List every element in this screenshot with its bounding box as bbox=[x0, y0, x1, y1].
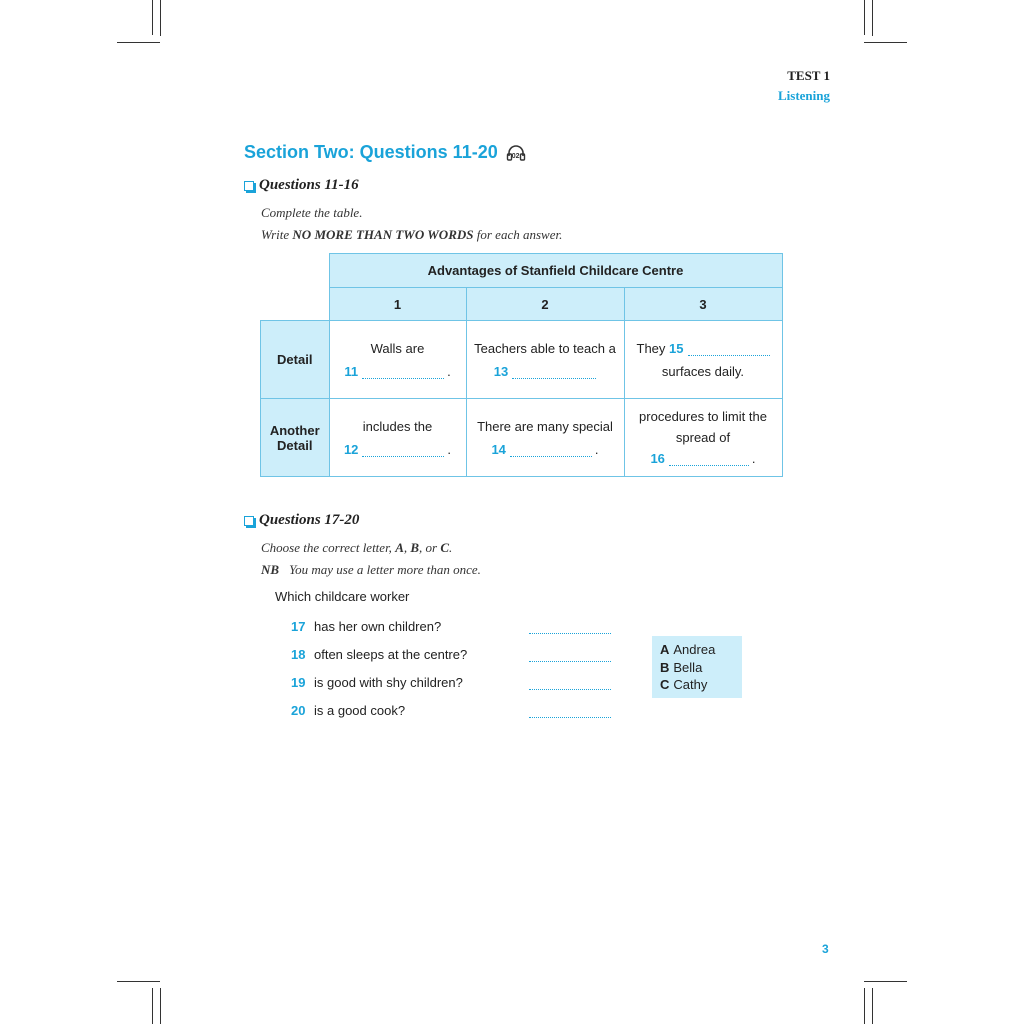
question-number: 15 bbox=[669, 340, 684, 356]
column-header: 1 bbox=[329, 288, 466, 321]
crop-mark bbox=[152, 0, 153, 35]
cell-punct: . bbox=[751, 451, 756, 466]
question-text: has her own children? bbox=[314, 619, 442, 634]
heading-text: Questions 11-16 bbox=[259, 177, 359, 193]
crop-mark bbox=[864, 42, 907, 43]
question-number: 11 bbox=[344, 363, 359, 379]
answer-line[interactable] bbox=[362, 378, 444, 379]
answer-blank[interactable] bbox=[625, 451, 782, 466]
table-cell bbox=[466, 321, 624, 399]
question-number: 12 bbox=[343, 441, 359, 457]
option-name: Cathy bbox=[673, 677, 708, 692]
crop-mark bbox=[160, 0, 161, 36]
audio-track-number: 02 bbox=[511, 152, 520, 160]
table-cell bbox=[624, 399, 782, 477]
instruction-emphasis: NO MORE THAN TWO WORDS bbox=[292, 227, 474, 242]
headphones-icon[interactable] bbox=[506, 144, 526, 162]
column-header: 3 bbox=[624, 288, 782, 321]
answer-line-17[interactable] bbox=[529, 632, 611, 634]
letter-c: C bbox=[440, 540, 450, 555]
section-title bbox=[244, 142, 526, 163]
answer-line[interactable] bbox=[510, 456, 592, 457]
page-number: 3 bbox=[822, 942, 829, 956]
table-corner bbox=[261, 254, 330, 321]
answer-blank[interactable] bbox=[467, 364, 624, 379]
answer-blank[interactable] bbox=[625, 341, 782, 356]
answer-line-18[interactable] bbox=[529, 660, 611, 662]
answer-blank[interactable] bbox=[330, 364, 466, 379]
question-number: 19 bbox=[291, 675, 306, 690]
test-label: TEST 1 bbox=[787, 68, 830, 83]
cell-text: Teachers able to teach a bbox=[474, 340, 616, 356]
question-number: 14 bbox=[491, 441, 506, 457]
option-letter: A bbox=[660, 642, 670, 657]
questions-17-20-heading bbox=[244, 512, 359, 529]
section-title-text: Section Two: Questions 11-20 bbox=[244, 142, 498, 162]
answer-line[interactable] bbox=[669, 465, 749, 466]
question-number: 16 bbox=[650, 451, 665, 466]
heading-text: Questions 17-20 bbox=[259, 512, 360, 528]
checkbox-icon bbox=[244, 516, 254, 526]
crop-mark bbox=[872, 988, 873, 1024]
crop-mark bbox=[160, 988, 161, 1024]
instruction-choose bbox=[261, 540, 452, 556]
instruction-write bbox=[261, 227, 562, 243]
question-text: is good with shy children? bbox=[314, 675, 463, 690]
option-letter: C bbox=[660, 677, 670, 692]
nb-label: NB bbox=[261, 562, 280, 577]
option-item bbox=[660, 676, 742, 694]
cell-text: procedures to limit the bbox=[639, 409, 767, 424]
cell-text: Walls are bbox=[370, 340, 425, 356]
option-letter: B bbox=[660, 659, 670, 675]
letter-a: A bbox=[395, 540, 404, 555]
table-cell bbox=[624, 321, 782, 399]
option-item bbox=[660, 641, 742, 659]
options-box bbox=[652, 636, 742, 698]
question-row bbox=[291, 619, 441, 634]
question-text: often sleeps at the centre? bbox=[314, 647, 468, 662]
crop-mark bbox=[152, 988, 153, 1024]
checkbox-icon bbox=[244, 181, 254, 191]
table-cell bbox=[329, 321, 466, 399]
section-label: Listening bbox=[777, 88, 830, 103]
instruction-text: , or bbox=[419, 540, 441, 555]
instruction-nb bbox=[261, 562, 481, 578]
instruction-text: . bbox=[449, 540, 453, 555]
instruction-text: Write bbox=[261, 227, 293, 242]
instruction-text: for each answer. bbox=[473, 227, 563, 242]
question-stem: Which childcare worker bbox=[275, 589, 410, 604]
question-row bbox=[291, 675, 463, 690]
instruction-text: Choose the correct letter, bbox=[261, 540, 396, 555]
cell-text: spread of bbox=[675, 430, 731, 445]
answer-line[interactable] bbox=[512, 378, 596, 379]
cell-text: includes the bbox=[362, 418, 433, 434]
answer-line-20[interactable] bbox=[529, 716, 611, 718]
question-number: 17 bbox=[291, 619, 306, 634]
advantages-table bbox=[260, 253, 783, 477]
option-name: Bella bbox=[673, 659, 703, 675]
table-title: Advantages of Stanfield Childcare Centre bbox=[329, 254, 782, 288]
crop-mark bbox=[872, 0, 873, 36]
cell-text: They bbox=[636, 340, 666, 356]
answer-blank[interactable] bbox=[330, 442, 466, 457]
table-cell bbox=[466, 399, 624, 477]
crop-mark bbox=[864, 0, 865, 35]
answer-blank[interactable] bbox=[467, 442, 624, 457]
question-number: 13 bbox=[493, 363, 509, 379]
answer-line-19[interactable] bbox=[529, 688, 611, 690]
question-number: 20 bbox=[291, 703, 306, 718]
column-header: 2 bbox=[466, 288, 624, 321]
cell-punct: . bbox=[447, 441, 452, 457]
answer-line[interactable] bbox=[362, 456, 444, 457]
crop-mark bbox=[864, 981, 907, 982]
answer-line[interactable] bbox=[688, 355, 770, 356]
question-row bbox=[291, 647, 467, 662]
row-label-another-detail: Another Detail bbox=[261, 399, 330, 477]
question-number: 18 bbox=[291, 647, 306, 662]
option-name: Andrea bbox=[673, 642, 716, 657]
question-row bbox=[291, 703, 405, 718]
nb-text: You may use a letter more than once. bbox=[289, 562, 481, 577]
instruction-complete: Complete the table. bbox=[261, 205, 363, 220]
table-cell bbox=[329, 399, 466, 477]
row-label-detail: Detail bbox=[261, 321, 330, 399]
option-item bbox=[660, 659, 742, 677]
crop-mark bbox=[117, 981, 160, 982]
crop-mark bbox=[864, 988, 865, 1024]
questions-11-16-heading bbox=[244, 177, 359, 194]
cell-punct: . bbox=[447, 363, 451, 379]
question-text: is a good cook? bbox=[314, 703, 406, 718]
cell-punct: . bbox=[594, 441, 599, 457]
instruction-text: , bbox=[403, 540, 411, 555]
crop-mark bbox=[117, 42, 160, 43]
cell-text: surfaces daily. bbox=[661, 363, 745, 379]
cell-text: There are many special bbox=[477, 418, 613, 434]
letter-b: B bbox=[410, 540, 420, 555]
